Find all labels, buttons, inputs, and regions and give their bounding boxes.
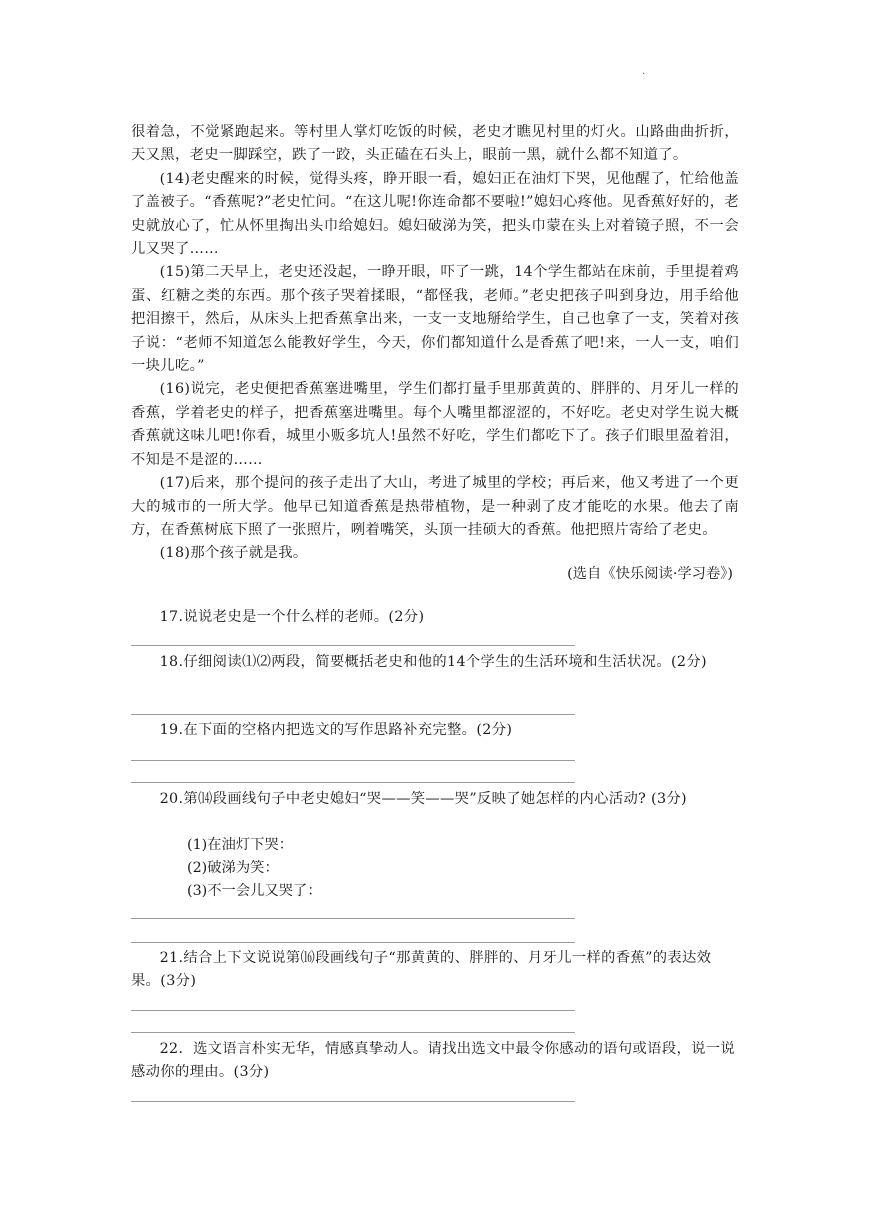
passage-paragraph-17: (17)后来，那个提问的孩子走出了大山，考进了城里的学校；再后来，他又考进了一个更大的城市的一所大学。他早已知道香蕉是热带植物，是一种剥了皮才能吃的水果。他去了南方，在香蕉树底下照了一张照片，咧着嘴笑，头顶一挂硕大的香蕉。他把照片寄给了老史。: [131, 475, 739, 538]
passage-paragraph-16: (16)说完，老史便把香蕉塞进嘴里，学生们都打量手里那黄黄的、胖胖的、月牙儿一样的香蕉，学着老史的样子，把香蕉塞进嘴里。每个人嘴里都涩涩的，不好吃。老史对学生说大概香蕉就这味儿吧!你看，城里小贩多坑人!虽然不好吃，学生们都吃下了。孩子们眼里盈着泪，不知是不是涩的……: [131, 381, 739, 468]
passage-paragraph-18: (18)那个孩子就是我。: [159, 545, 308, 562]
question-20: 20.第⒁段画线句子中老史媳妇“哭——笑——哭”反映了她怎样的内心活动? (3分): [159, 791, 687, 807]
question-17: 17.说说老史是一个什么样的老师。(2分): [159, 609, 425, 625]
answer-line[interactable]: [131, 918, 575, 919]
question-19: 19.在下面的空格内把选文的写作思路补充完整。(2分): [159, 722, 513, 738]
answer-line[interactable]: [131, 714, 575, 715]
question-18: 18.仔细阅读⑴⑵两段，简要概括老史和他的14个学生的生活环境和生活状况。(2分): [159, 654, 707, 670]
reading-passage: [131, 121, 739, 566]
answer-line[interactable]: [131, 942, 575, 943]
question-22: 22．选文语言朴实无华，情感真挚动人。请找出选文中最令你感动的语句或语段，说一说感动你的理由。(3分): [131, 1041, 736, 1081]
answer-line[interactable]: [131, 1032, 575, 1033]
question-20-item-1: (1)在油灯下哭：: [187, 837, 294, 853]
answer-line[interactable]: [131, 760, 575, 761]
answer-line[interactable]: [131, 1101, 575, 1102]
passage-paragraph-13-end: 很着急，不觉紧跑起来。等村里人掌灯吃饭的时候，老史才瞧见村里的灯火。山路曲曲折折，天又黑，老史一脚踩空，跌了一跤，头正磕在石头上，眼前一黑，就什么都不知道了。: [131, 124, 739, 164]
answer-line[interactable]: [131, 645, 575, 646]
passage-paragraph-14: (14)老史醒来的时候，觉得头疼，睁开眼一看，媳妇正在油灯下哭，见他醒了，忙给他盖了盖被子。“香蕉呢?”老史忙问。“在这儿呢!你连命都不要啦!”媳妇心疼他。见香蕉好好的，老史就放心了，忙从怀里掏出头巾给媳妇。媳妇破涕为笑，把头巾蒙在头上对着镜子照，不一会儿又哭了……: [131, 170, 739, 258]
passage-paragraph-15: (15)第二天早上，老史还没起，一睁开眼，吓了一跳，14个学生都站在床前，手里提着鸡蛋、红糖之类的东西。那个孩子哭着揉眼，“都怪我，老师。”老史把孩子叫到身边，用手给他把泪擦干，然后，从床头上把香蕉拿出来，一支一支地掰给学生，自己也拿了一支，笑着对孩子说：“老师不知道怎么能教好学生，今天，你们都知道什么是香蕉了吧!来，一人一支，咱们一块儿吃。”: [131, 264, 739, 375]
answer-line[interactable]: [131, 1010, 575, 1011]
question-21: 21.结合上下文说说第⒃段画线句子“那黄黄的、胖胖的、月牙儿一样的香蕉”的表达效果。(3分): [131, 950, 712, 990]
question-20-item-2: (2)破涕为笑：: [187, 860, 279, 876]
answer-line[interactable]: [131, 782, 575, 783]
header-dot: .: [642, 66, 646, 77]
question-20-item-3: (3)不一会儿又哭了：: [187, 883, 322, 899]
passage-source: (选自《快乐阅读·学习卷》): [567, 566, 733, 582]
